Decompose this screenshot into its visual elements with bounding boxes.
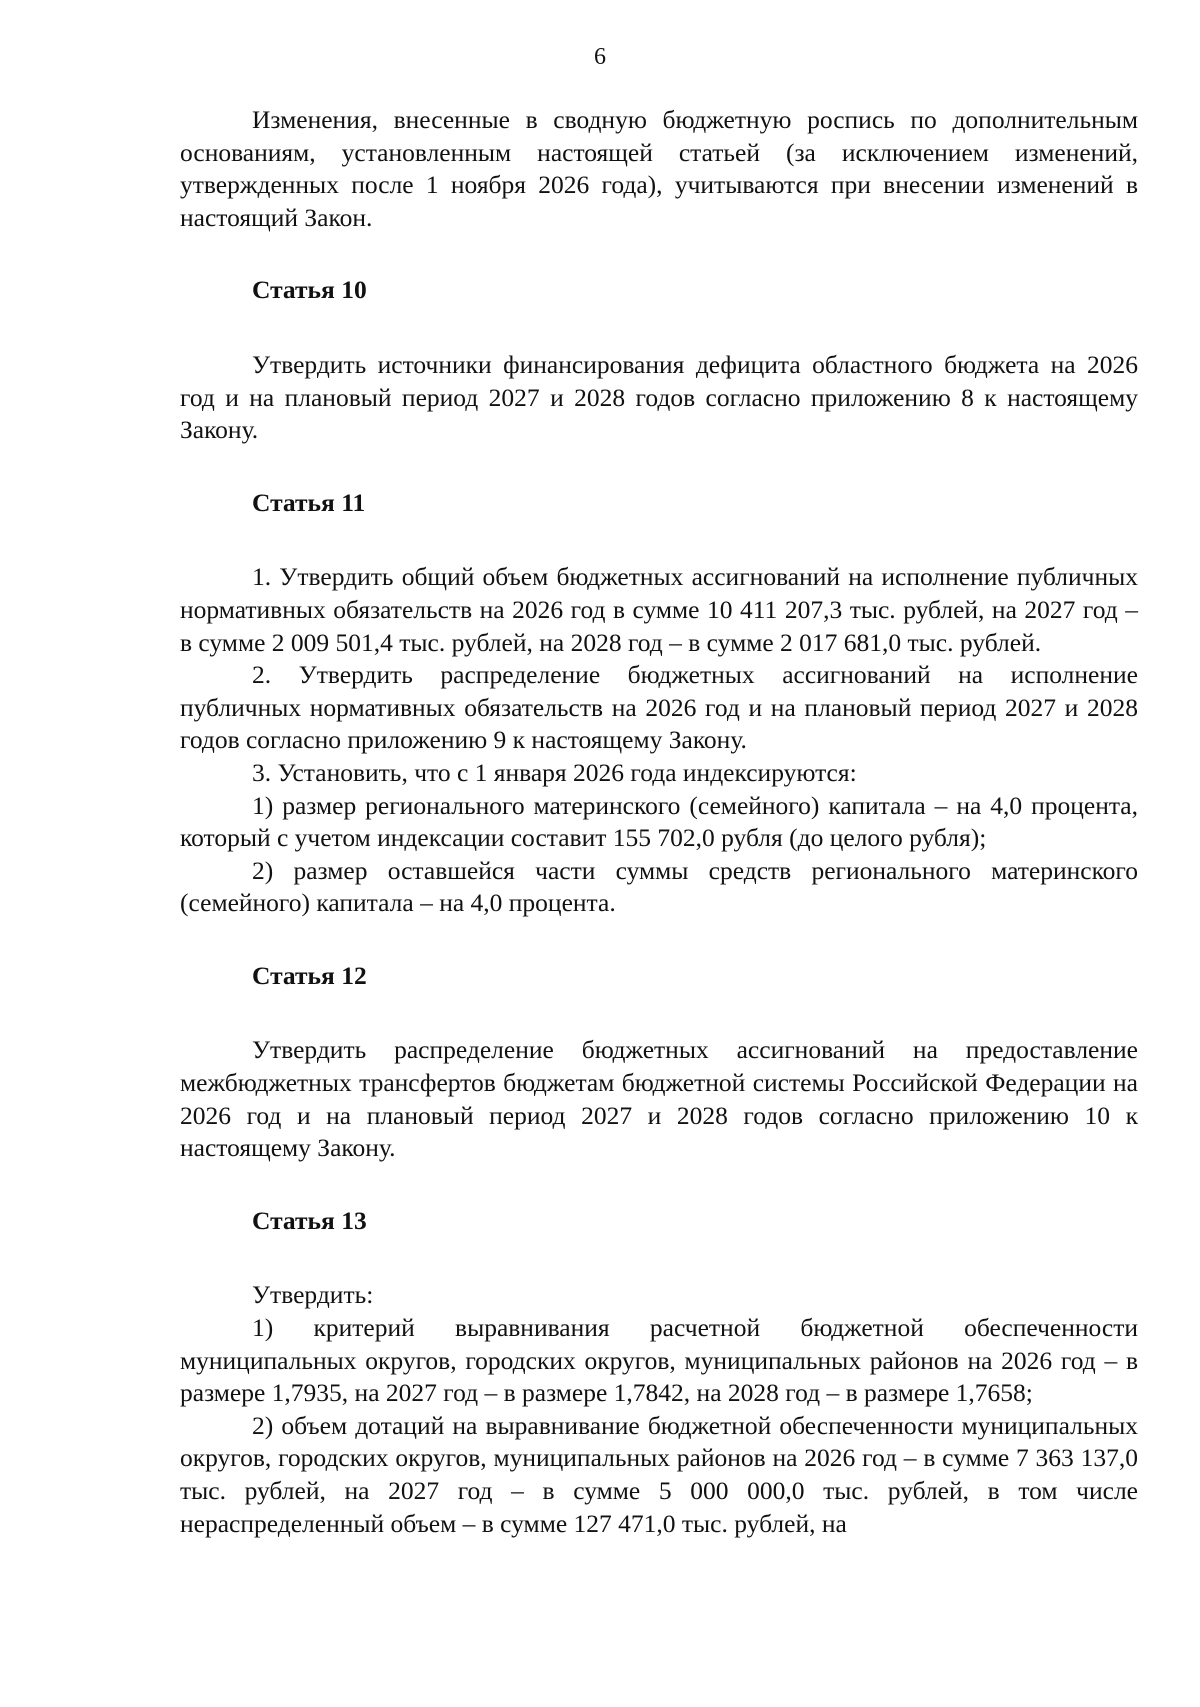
article-12-paragraph: Утвердить распределение бюджетных ассигнований на предоставление межбюджетных трансфертов бюджетам бюджетной системы Российской Федерации на 2026 год и на плановый период 2027 и 2028 годов согласно приложению 10 к настоящему Закону.	[180, 1035, 1138, 1163]
article-11-paragraph-2: 2. Утвердить распределение бюджетных ассигнований на исполнение публичных нормативных обязательств на 2026 год и на плановый период 2027 и 2028 годов согласно приложению 9 к настоящему Закону.	[180, 660, 1138, 755]
article-11-heading: Статья 11	[252, 487, 366, 517]
article-10-paragraph: Утвердить источники финансирования дефицита областного бюджета на 2026 год и на плановый период 2027 и 2028 годов согласно приложению 8 к настоящему Закону.	[180, 349, 1138, 445]
article-13-paragraph-3: 2) объем дотаций на выравнивание бюджетной обеспеченности муниципальных округов, городских округов, муниципальных районов на 2026 год – в сумме 7 363 137,0 тыс. рублей, на 2027 год – в сумме 5 000 000,0 тыс. рублей, в том числе нераспределенный объем – в сумме 127 471,0 тыс. рублей, на	[180, 1410, 1138, 1538]
article-11-paragraph-5: 2) размер оставшейся части суммы средств регионального материнского (семейного) капитала – на 4,0 процента.	[180, 855, 1138, 918]
page-number: 6	[594, 44, 606, 70]
article-11-paragraph-4: 1) размер регионального материнского (семейного) капитала – на 4,0 процента, который с учетом индексации составит 155 702,0 рубля (до целого рубля);	[180, 790, 1138, 853]
article-13-paragraph-1: Утвердить:	[252, 1280, 374, 1310]
article-13-paragraph-2: 1) критерий выравнивания расчетной бюджетной обеспеченности муниципальных округов, городских округов, муниципальных районов на 2026 год – в размере 1,7935, на 2027 год – в размере 1,7842, на 2028 год – в размере 1,7658;	[180, 1313, 1138, 1408]
article-11-paragraph-1: 1. Утвердить общий объем бюджетных ассигнований на исполнение публичных нормативных обязательств на 2026 год в сумме 10 411 207,3 тыс. рублей, на 2027 год – в сумме 2 009 501,4 тыс. рублей, на 2028 год – в сумме 2 017 681,0 тыс. рублей.	[180, 562, 1138, 657]
article-10-heading: Статья 10	[252, 275, 367, 305]
article-12-heading: Статья 12	[252, 960, 367, 990]
article-11-paragraph-3: 3. Установить, что с 1 января 2026 года индексируются:	[252, 757, 857, 787]
intro-paragraph: Изменения, внесенные в сводную бюджетную роспись по дополнительным основаниям, установленным настоящей статьей (за исключением изменений, утвержденных после 1 ноября 2026 года), учитываются при внесении изменений в настоящий Закон.	[180, 105, 1138, 232]
article-13-heading: Статья 13	[252, 1205, 367, 1235]
document-body	[180, 104, 1138, 1540]
